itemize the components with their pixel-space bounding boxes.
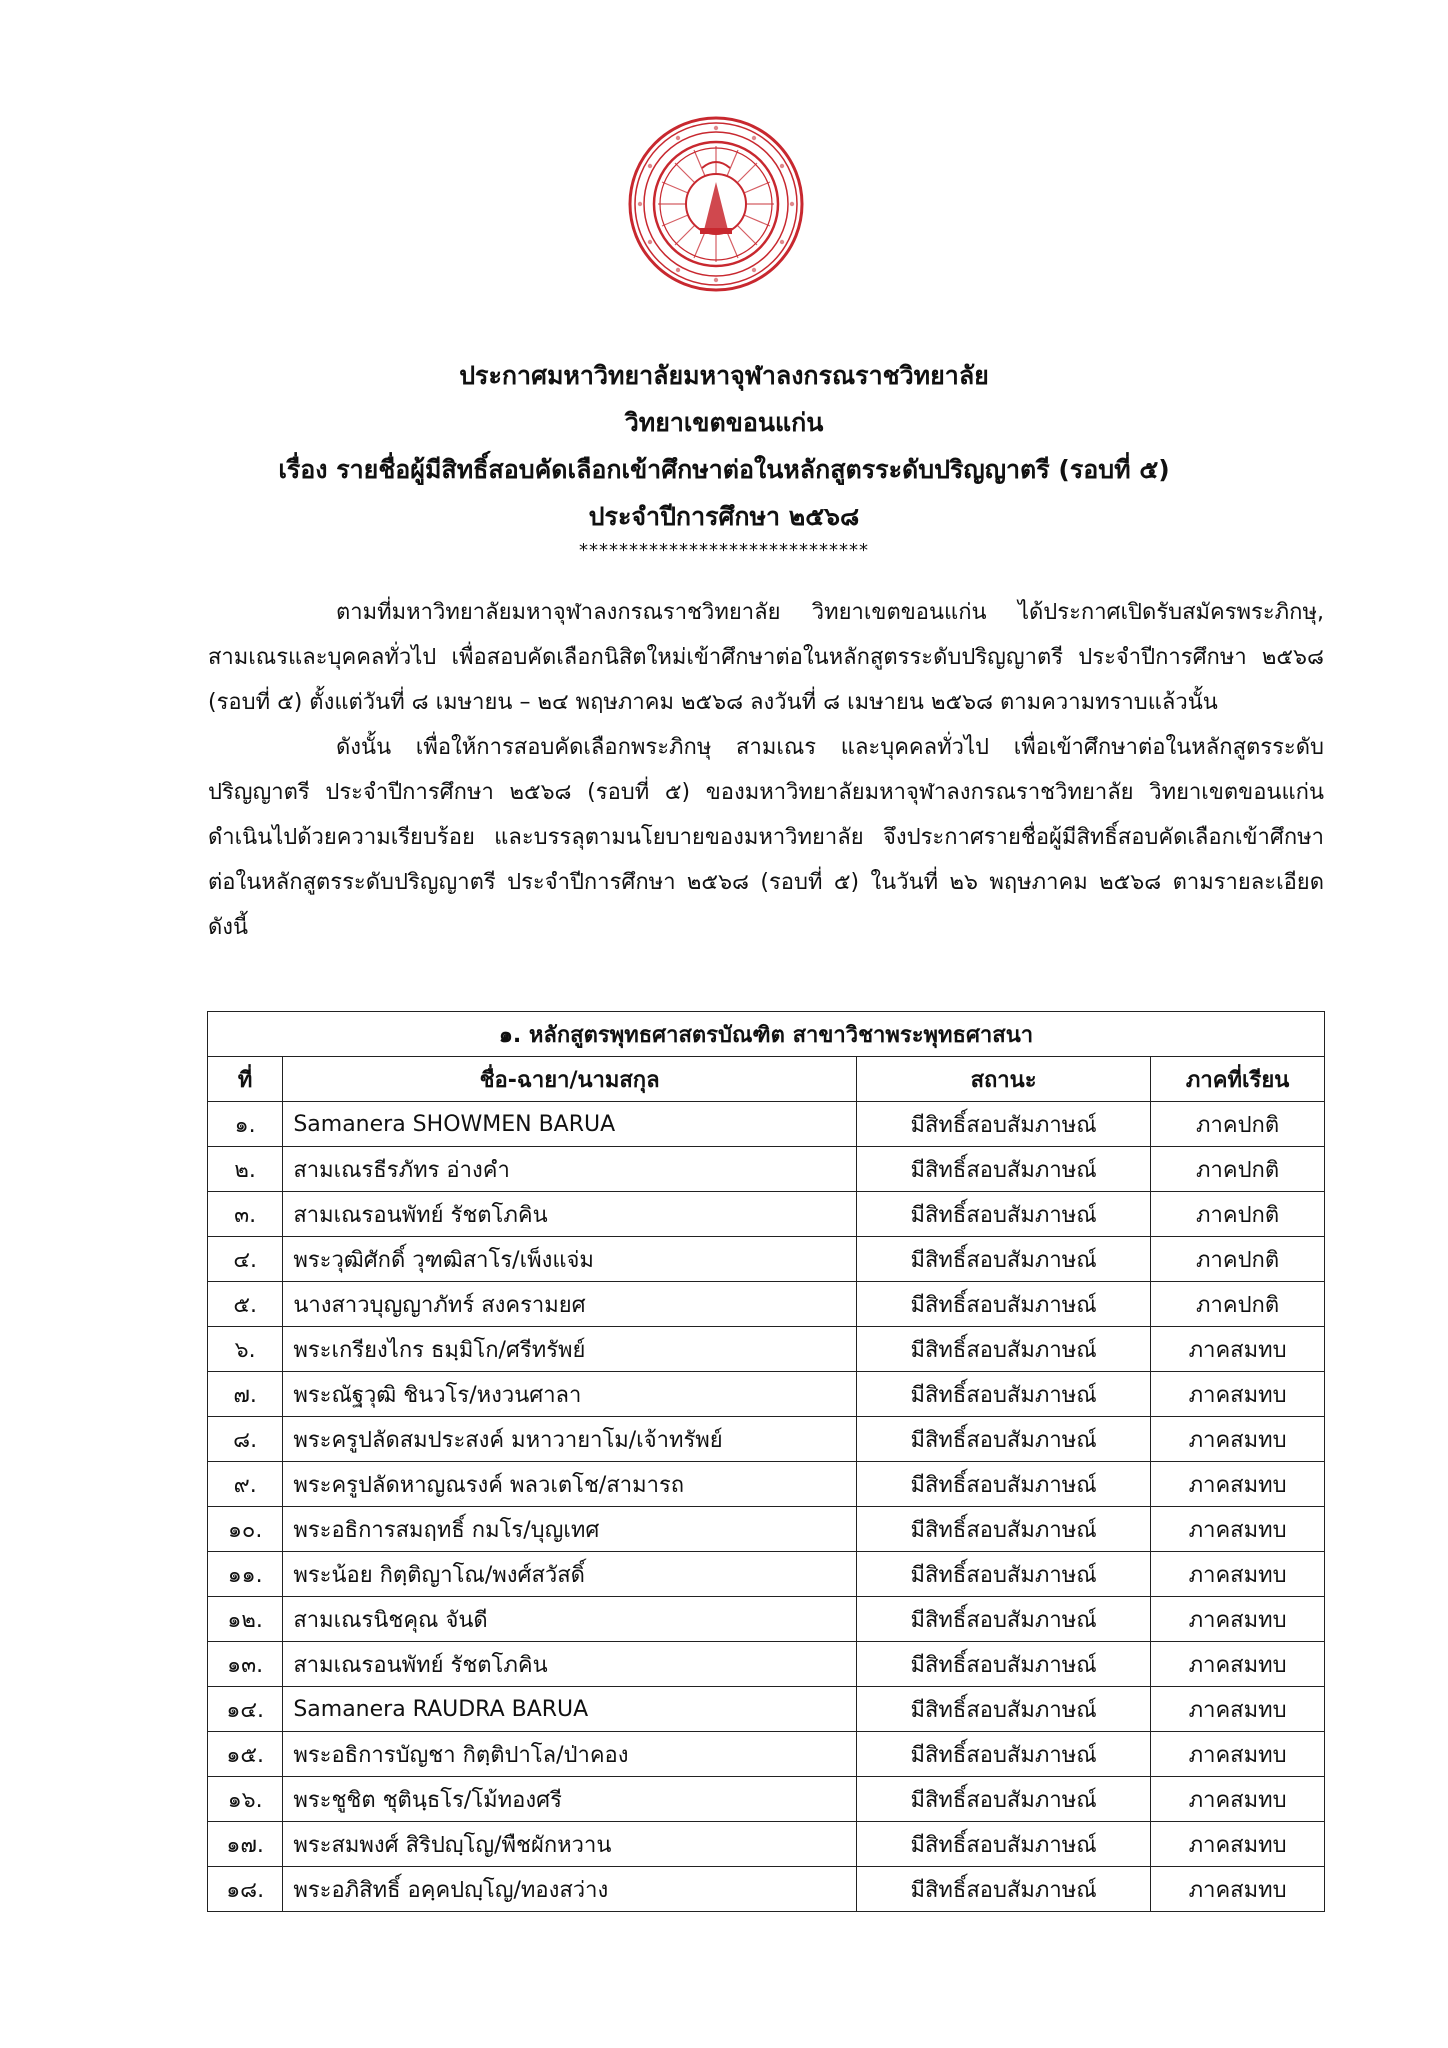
body-paragraph-2: ดังนั้น เพื่อให้การสอบคัดเลือกพระภิกษุ สามเณร และบุคคลทั่วไป เพื่อเข้าศึกษาต่อในหลักสูตรระดับปริญญาตรี ประจำปีการศึกษา ๒๕๖๘ (รอบที่ ๕) ของมหาวิทยาลัยมหาจุฬาลงกรณราชวิทยาลัย วิทยาเขตขอนแก่น ดำเนินไปด้วยความเรียบร้อย และบรรลุตามนโยบายของมหาวิทยาลัย จึงประกาศรายชื่อผู้มีสิทธิ์สอบคัดเลือกเข้าศึกษาต่อในหลักสูตรระดับปริญญาตรี ประจำปีการศึกษา ๒๕๖๘ (รอบที่ ๕) ในวันที่ ๒๖ พฤษภาคม ๒๕๖๘ ตามรายละเอียด ดังนี้ [208,735,1324,940]
table-row [208,1642,1325,1687]
candidate-status: มีสิทธิ์สอบสัมภาษณ์ [856,1327,1150,1372]
candidate-status: มีสิทธิ์สอบสัมภาษณ์ [856,1192,1150,1237]
study-term: ภาคสมทบ [1151,1777,1325,1822]
study-term: ภาคสมทบ [1151,1687,1325,1732]
row-number: ๑๘. [208,1867,283,1912]
candidate-status: มีสิทธิ์สอบสัมภาษณ์ [856,1147,1150,1192]
row-number: ๑๒. [208,1597,283,1642]
column-header-term: ภาคที่เรียน [1151,1057,1325,1102]
table-row [208,1327,1325,1372]
candidate-name: พระวุฒิศักดิ์ วุฑฒิสาโร/เพ็งแจ่ม [283,1237,857,1282]
candidate-name: สามเณรธีรภัทร อ่างคำ [283,1147,857,1192]
candidate-name: พระชูชิต ชุตินฺธโร/โม้ทองศรี [283,1777,857,1822]
table-row [208,1102,1325,1147]
candidate-status: มีสิทธิ์สอบสัมภาษณ์ [856,1282,1150,1327]
table-row [208,1507,1325,1552]
candidate-status: มีสิทธิ์สอบสัมภาษณ์ [856,1417,1150,1462]
study-term: ภาคสมทบ [1151,1597,1325,1642]
row-number: ๕. [208,1282,283,1327]
study-term: ภาคสมทบ [1151,1867,1325,1912]
heading-line-academic-year: ประจำปีการศึกษา ๒๕๖๘ [588,502,860,531]
row-number: ๘. [208,1417,283,1462]
table-group-header-row [208,1012,1325,1057]
candidate-name: พระอธิการสมฤทธิ์ กมโร/บุญเทศ [283,1507,857,1552]
candidate-status: มีสิทธิ์สอบสัมภาษณ์ [856,1732,1150,1777]
heading-divider-stars: ***************************** [579,540,869,561]
candidate-name: นางสาวบุญญาภัทร์ สงครามยศ [283,1282,857,1327]
row-number: ๑๑. [208,1552,283,1597]
study-term: ภาคสมทบ [1151,1372,1325,1417]
candidate-name: พระครูปลัดสมประสงค์ มหาวายาโม/เจ้าทรัพย์ [283,1417,857,1462]
candidate-name: พระครูปลัดหาญณรงค์ พลวเตโช/สามารถ [283,1462,857,1507]
table-row [208,1462,1325,1507]
body-paragraph-1: ตามที่มหาวิทยาลัยมหาจุฬาลงกรณราชวิทยาลัย วิทยาเขตขอนแก่น ได้ประกาศเปิดรับสมัครพระภิกษุ, สามเณรและบุคคลทั่วไป เพื่อสอบคัดเลือกนิสิตใหม่เข้าศึกษาต่อในหลักสูตรระดับปริญญาตรี ประจำปีการศึกษา ๒๕๖๘ (รอบที่ ๕) ตั้งแต่วันที่ ๘ เมษายน – ๒๔ พฤษภาคม ๒๕๖๘ ลงวันที่ ๘ เมษายน ๒๕๖๘ ตามความทราบแล้วนั้น [208,600,1324,715]
candidate-status: มีสิทธิ์สอบสัมภาษณ์ [856,1867,1150,1912]
candidate-status: มีสิทธิ์สอบสัมภาษณ์ [856,1462,1150,1507]
candidate-name: พระเกรียงไกร ธมฺมิโก/ศรีทรัพย์ [283,1327,857,1372]
announcement-body [208,590,1324,950]
table-row [208,1597,1325,1642]
candidate-status: มีสิทธิ์สอบสัมภาษณ์ [856,1237,1150,1282]
table-row [208,1237,1325,1282]
table-row [208,1192,1325,1237]
announcement-heading [0,352,1448,562]
row-number: ๑๖. [208,1777,283,1822]
row-number: ๖. [208,1327,283,1372]
row-number: ๒. [208,1147,283,1192]
row-number: ๑๓. [208,1642,283,1687]
candidate-status: มีสิทธิ์สอบสัมภาษณ์ [856,1507,1150,1552]
table-row [208,1687,1325,1732]
candidate-name: Samanera SHOWMEN BARUA [283,1102,857,1147]
table-row [208,1732,1325,1777]
study-term: ภาคสมทบ [1151,1732,1325,1777]
study-term: ภาคปกติ [1151,1237,1325,1282]
heading-line-subject: เรื่อง รายชื่อผู้มีสิทธิ์สอบคัดเลือกเข้าศึกษาต่อในหลักสูตรระดับปริญญาตรี (รอบที่ ๕) [278,455,1170,484]
study-term: ภาคสมทบ [1151,1327,1325,1372]
candidate-status: มีสิทธิ์สอบสัมภาษณ์ [856,1372,1150,1417]
candidate-name: พระณัฐวุฒิ ชินวโร/หงวนศาลา [283,1372,857,1417]
row-number: ๔. [208,1237,283,1282]
study-term: ภาคปกติ [1151,1147,1325,1192]
row-number: ๑. [208,1102,283,1147]
table-row [208,1282,1325,1327]
column-header-name: ชื่อ-ฉายา/นามสกุล [283,1057,857,1102]
eligible-candidates-table [207,1011,1325,1912]
candidate-name: พระอภิสิทธิ์ อคฺคปญฺโญ/ทองสว่าง [283,1867,857,1912]
study-term: ภาคสมทบ [1151,1507,1325,1552]
study-term: ภาคสมทบ [1151,1417,1325,1462]
table-row [208,1822,1325,1867]
candidate-status: มีสิทธิ์สอบสัมภาษณ์ [856,1822,1150,1867]
table-row [208,1552,1325,1597]
row-number: ๓. [208,1192,283,1237]
heading-line-institution: ประกาศมหาวิทยาลัยมหาจุฬาลงกรณราชวิทยาลัย [459,361,989,390]
program-title: ๑. หลักสูตรพุทธศาสตรบัณฑิต สาขาวิชาพระพุทธศาสนา [208,1012,1325,1057]
candidate-name: พระสมพงศ์ สิริปญฺโญ/พืชผักหวาน [283,1822,857,1867]
row-number: ๑๔. [208,1687,283,1732]
table-row [208,1147,1325,1192]
heading-line-campus: วิทยาเขตขอนแก่น [624,408,824,437]
study-term: ภาคสมทบ [1151,1822,1325,1867]
table-row [208,1777,1325,1822]
candidate-status: มีสิทธิ์สอบสัมภาษณ์ [856,1777,1150,1822]
study-term: ภาคสมทบ [1151,1462,1325,1507]
row-number: ๑๕. [208,1732,283,1777]
row-number: ๑๗. [208,1822,283,1867]
candidate-status: มีสิทธิ์สอบสัมภาษณ์ [856,1642,1150,1687]
study-term: ภาคสมทบ [1151,1552,1325,1597]
candidate-status: มีสิทธิ์สอบสัมภาษณ์ [856,1552,1150,1597]
study-term: ภาคปกติ [1151,1102,1325,1147]
column-header-no: ที่ [208,1057,283,1102]
row-number: ๗. [208,1372,283,1417]
candidate-name: พระอธิการบัญชา กิตฺติปาโล/ป่าคอง [283,1732,857,1777]
table-row [208,1867,1325,1912]
column-header-status: สถานะ [856,1057,1150,1102]
table-row [208,1372,1325,1417]
candidate-status: มีสิทธิ์สอบสัมภาษณ์ [856,1687,1150,1732]
candidate-name: Samanera RAUDRA BARUA [283,1687,857,1732]
university-seal-logo [628,116,804,292]
table-column-header-row [208,1057,1325,1102]
row-number: ๙. [208,1462,283,1507]
study-term: ภาคปกติ [1151,1192,1325,1237]
row-number: ๑๐. [208,1507,283,1552]
candidate-name: สามเณรอนพัทย์ รัชตโภคิน [283,1642,857,1687]
candidate-status: มีสิทธิ์สอบสัมภาษณ์ [856,1597,1150,1642]
candidate-name: สามเณรอนพัทย์ รัชตโภคิน [283,1192,857,1237]
study-term: ภาคสมทบ [1151,1642,1325,1687]
candidate-status: มีสิทธิ์สอบสัมภาษณ์ [856,1102,1150,1147]
candidate-name: พระน้อย กิตฺติญาโณ/พงศ์สวัสดิ์ [283,1552,857,1597]
table-row [208,1417,1325,1462]
candidate-name: สามเณรนิชคุณ จันดี [283,1597,857,1642]
study-term: ภาคปกติ [1151,1282,1325,1327]
